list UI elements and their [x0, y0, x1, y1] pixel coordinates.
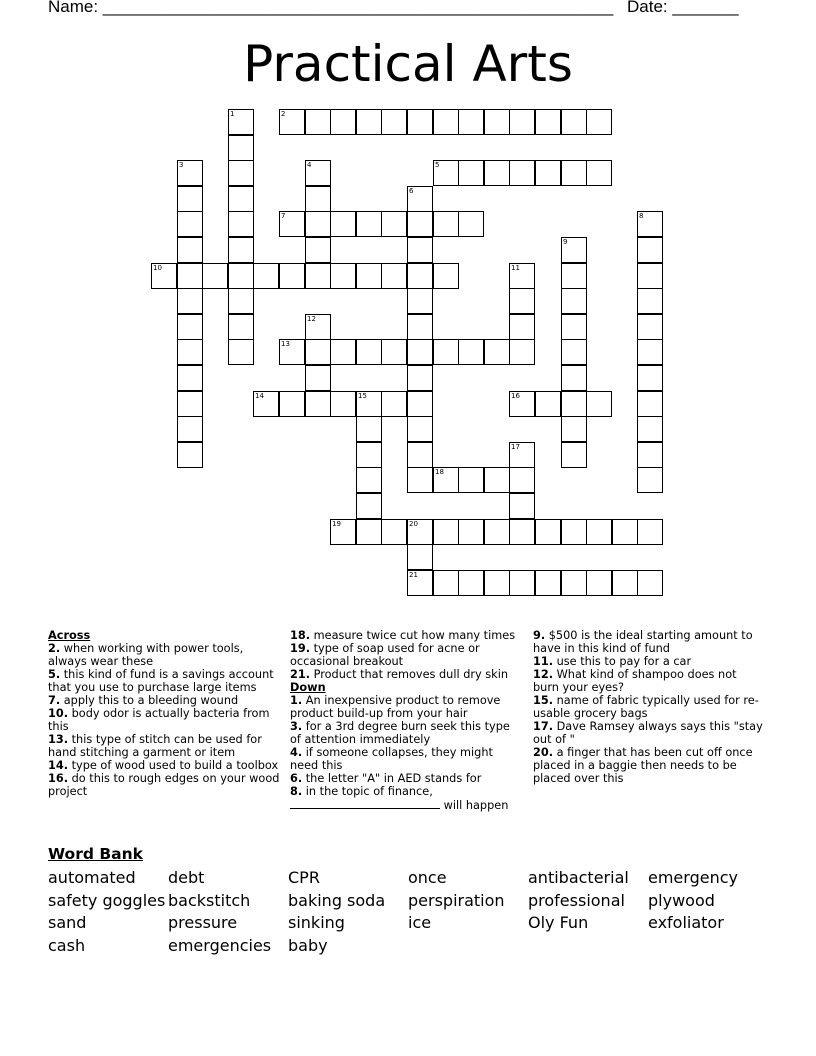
clue-text: this kind of fund is a savings account that you use to purchase large items [48, 668, 274, 694]
clue-text: What kind of shampoo does not burn your eyes? [533, 668, 737, 694]
grid-cell[interactable] [177, 211, 203, 237]
grid-cell[interactable] [484, 467, 510, 493]
word-bank-word: antibacterial [528, 868, 629, 887]
clue-number: 16 [511, 392, 520, 400]
clue-number-label: 18. [290, 629, 311, 642]
grid-cell[interactable] [407, 237, 433, 263]
down-clue [533, 629, 763, 655]
grid-cell[interactable] [637, 263, 663, 289]
clue-text: type of soap used for acne or occasional breakout [290, 642, 480, 668]
clue-number: 10 [153, 264, 162, 272]
word-bank-word: emergency [648, 868, 738, 887]
grid-cell[interactable] [177, 339, 203, 365]
grid-cell[interactable] [509, 288, 535, 314]
clue-number: 6 [409, 187, 414, 195]
grid-cell[interactable] [305, 263, 331, 289]
clue-text: do this to rough edges on your wood project [48, 772, 280, 798]
grid-cell[interactable] [458, 109, 484, 135]
grid-cell[interactable] [407, 391, 433, 417]
clue-number-label: 12. [533, 668, 554, 681]
down-clue [290, 694, 522, 720]
grid-cell[interactable] [586, 109, 612, 135]
grid-cell[interactable] [637, 365, 663, 391]
word-bank-word: exfoliator [648, 913, 724, 932]
grid-cell[interactable] [407, 288, 433, 314]
across-clue [290, 668, 522, 681]
clue-number: 4 [307, 161, 312, 169]
grid-cell[interactable] [305, 109, 331, 135]
page-title: Practical Arts [243, 35, 573, 93]
grid-cell[interactable] [637, 339, 663, 365]
grid-cell[interactable] [330, 109, 356, 135]
grid-cell[interactable] [586, 519, 612, 545]
word-bank-word: baking soda [288, 890, 386, 910]
grid-cell[interactable] [330, 391, 356, 417]
grid-cell[interactable] [561, 160, 587, 186]
clue-text: apply this to a bleeding wound [63, 694, 239, 707]
grid-cell[interactable] [484, 339, 510, 365]
grid-cell[interactable] [509, 467, 535, 493]
grid-cell[interactable] [356, 467, 382, 493]
word-bank-word: sand [48, 913, 87, 932]
word-bank-word: pressure [168, 913, 238, 932]
across-clues-part-1 [48, 642, 283, 798]
down-clue [290, 772, 522, 785]
grid-cell[interactable] [228, 160, 254, 186]
clue-number-label: 20. [533, 746, 554, 759]
grid-cell[interactable] [407, 211, 433, 237]
clues-column-2 [290, 629, 522, 812]
grid-cell[interactable] [561, 263, 587, 289]
word-bank-word: ice [408, 913, 432, 932]
word-bank-word: CPR [288, 868, 320, 887]
across-clues-part-2 [290, 629, 522, 681]
clue-number: 11 [511, 264, 520, 272]
down-clue [533, 694, 763, 720]
grid-cell[interactable] [535, 519, 561, 545]
grid-cell[interactable] [561, 416, 587, 442]
down-clue [533, 655, 763, 668]
grid-cell[interactable] [637, 237, 663, 263]
clue-text: if someone collapses, they might need this [290, 746, 493, 772]
clue-number: 8 [639, 212, 644, 220]
across-clue [48, 759, 283, 772]
clue-text: this type of stitch can be used for hand stitching a garment or item [48, 733, 262, 759]
grid-cell[interactable] [177, 237, 203, 263]
word-bank-word: professional [528, 890, 625, 910]
grid-cell[interactable] [612, 519, 638, 545]
grid-cell[interactable] [228, 211, 254, 237]
grid-cell[interactable] [356, 339, 382, 365]
grid-cell[interactable] [561, 365, 587, 391]
word-bank-word: plywood [648, 890, 715, 910]
answer-blank [290, 798, 440, 809]
word-bank-word: automated [48, 868, 136, 887]
grid-cell[interactable] [561, 442, 587, 468]
grid-cell[interactable] [381, 339, 407, 365]
grid-cell[interactable] [305, 211, 331, 237]
grid-cell[interactable] [637, 442, 663, 468]
grid-cell[interactable] [509, 570, 535, 596]
clue-number-label: 17. [533, 720, 554, 733]
grid-cell[interactable] [305, 339, 331, 365]
grid-cell[interactable] [637, 314, 663, 340]
grid-cell[interactable] [407, 442, 433, 468]
clue-number-label: 3. [290, 720, 303, 733]
down-clue [290, 720, 522, 746]
across-clue [48, 668, 283, 694]
across-heading: Across [48, 629, 91, 642]
clue-number-label: 21. [290, 668, 311, 681]
clue-text: measure twice cut how many times [313, 629, 516, 642]
clue-number-label: 1. [290, 694, 303, 707]
grid-cell[interactable] [228, 263, 254, 289]
clue-number: 9 [563, 238, 568, 246]
clue-number-label: 2. [48, 642, 61, 655]
clue-text: for a 3rd degree burn seek this type of attention immediately [290, 720, 510, 746]
grid-cell[interactable] [433, 211, 459, 237]
grid-cell[interactable] [433, 570, 459, 596]
grid-cell[interactable] [561, 391, 587, 417]
clue-number-label: 5. [48, 668, 61, 681]
grid-cell[interactable] [177, 442, 203, 468]
clue-number: 5 [435, 161, 440, 169]
grid-cell[interactable] [356, 109, 382, 135]
grid-cell[interactable] [612, 570, 638, 596]
grid-cell[interactable] [228, 314, 254, 340]
clue-text: the letter "A" in AED stands for [305, 772, 482, 785]
grid-cell[interactable] [458, 211, 484, 237]
name-field[interactable]: Name: ______________________________________________________ [48, 0, 614, 16]
across-clue [48, 707, 283, 733]
grid-cell[interactable] [637, 416, 663, 442]
grid-cell[interactable] [356, 416, 382, 442]
grid-cell[interactable] [535, 109, 561, 135]
grid-cell[interactable] [535, 570, 561, 596]
grid-cell[interactable] [407, 263, 433, 289]
across-clue [48, 733, 283, 759]
grid-cell[interactable] [356, 211, 382, 237]
grid-cell[interactable] [433, 339, 459, 365]
grid-cell[interactable] [509, 339, 535, 365]
clue-text: when working with power tools, always wear these [48, 642, 244, 668]
grid-cell[interactable] [535, 160, 561, 186]
grid-cell[interactable] [586, 391, 612, 417]
down-clue [533, 746, 763, 785]
grid-cell[interactable] [407, 365, 433, 391]
grid-cell[interactable] [458, 467, 484, 493]
grid-cell[interactable] [484, 519, 510, 545]
clue-text: a finger that has been cut off once placed in a baggie then needs to be placed over this [533, 746, 753, 785]
clue-number-label: 19. [290, 642, 311, 655]
clues-column-1 [48, 629, 283, 798]
grid-cell[interactable] [407, 339, 433, 365]
grid-cell[interactable] [356, 263, 382, 289]
grid-cell[interactable] [305, 237, 331, 263]
across-clue [48, 694, 283, 707]
grid-cell[interactable] [177, 416, 203, 442]
clue-number-label: 16. [48, 772, 69, 785]
grid-cell[interactable] [484, 109, 510, 135]
grid-cell[interactable] [177, 263, 203, 289]
grid-cell[interactable] [381, 519, 407, 545]
clues-column-3 [533, 629, 763, 785]
grid-cell[interactable] [484, 160, 510, 186]
grid-cell[interactable] [177, 288, 203, 314]
grid-cell[interactable] [433, 109, 459, 135]
across-clue [48, 642, 283, 668]
grid-cell[interactable] [356, 493, 382, 519]
grid-cell[interactable] [228, 288, 254, 314]
clue-number-label: 6. [290, 772, 303, 785]
word-bank-word: perspiration [408, 890, 505, 910]
grid-cell[interactable] [458, 160, 484, 186]
clue-number: 18 [435, 468, 444, 476]
clue-number-label: 9. [533, 629, 546, 642]
grid-cell[interactable] [509, 519, 535, 545]
grid-cell[interactable] [330, 211, 356, 237]
clue-number-label: 14. [48, 759, 69, 772]
grid-cell[interactable] [407, 109, 433, 135]
grid-cell[interactable] [228, 186, 254, 212]
down-clues-part-1 [290, 694, 522, 812]
grid-cell[interactable] [561, 314, 587, 340]
grid-cell[interactable] [381, 263, 407, 289]
down-clue [290, 746, 522, 772]
grid-cell[interactable] [407, 467, 433, 493]
clue-text: An inexpensive product to remove product build-up from your hair [290, 694, 501, 720]
word-bank-word: debt [168, 868, 205, 887]
grid-cell[interactable] [586, 160, 612, 186]
grid-cell[interactable] [561, 570, 587, 596]
grid-cell[interactable] [637, 570, 663, 596]
clue-number: 15 [358, 392, 367, 400]
grid-cell[interactable] [177, 314, 203, 340]
word-bank-title: Word Bank [48, 845, 143, 863]
clue-text: use this to pay for a car [556, 655, 692, 668]
grid-cell[interactable] [407, 314, 433, 340]
clue-text: name of fabric typically used for re-usable grocery bags [533, 694, 759, 720]
clue-number: 2 [281, 110, 286, 118]
clue-number-label: 7. [48, 694, 61, 707]
date-field[interactable]: Date: _______ [627, 0, 739, 16]
clue-number-label: 11. [533, 655, 554, 668]
grid-cell[interactable] [535, 391, 561, 417]
grid-cell[interactable] [253, 263, 279, 289]
grid-cell[interactable] [561, 109, 587, 135]
clue-number: 17 [511, 443, 520, 451]
clue-number: 7 [281, 212, 286, 220]
clue-tail: will happen [443, 799, 509, 812]
clue-number-label: 13. [48, 733, 69, 746]
grid-cell[interactable] [637, 288, 663, 314]
grid-cell[interactable] [561, 288, 587, 314]
grid-cell[interactable] [484, 570, 510, 596]
grid-cell[interactable] [356, 442, 382, 468]
grid-cell[interactable] [279, 391, 305, 417]
grid-cell[interactable] [381, 211, 407, 237]
word-bank-word: baby [288, 935, 328, 955]
grid-cell[interactable] [637, 467, 663, 493]
grid-cell[interactable] [177, 391, 203, 417]
grid-cell[interactable] [177, 365, 203, 391]
grid-cell[interactable] [407, 416, 433, 442]
clue-number: 14 [255, 392, 264, 400]
clue-number-label: 10. [48, 707, 69, 720]
word-bank-word: cash [48, 935, 86, 955]
grid-cell[interactable] [305, 365, 331, 391]
grid-cell[interactable] [381, 391, 407, 417]
clue-number-label: 8. [290, 785, 303, 798]
clue-text: type of wood used to build a toolbox [71, 759, 279, 772]
clue-text: Product that removes dull dry skin [313, 668, 509, 681]
down-clue [533, 668, 763, 694]
down-clues-part-2 [533, 629, 763, 785]
grid-cell[interactable] [407, 544, 433, 570]
grid-cell[interactable] [509, 109, 535, 135]
across-clue [290, 642, 522, 668]
grid-cell[interactable] [305, 186, 331, 212]
word-bank-word: backstitch [168, 890, 251, 910]
clue-number: 19 [332, 520, 341, 528]
clue-number: 21 [409, 571, 418, 579]
clue-number: 3 [179, 161, 184, 169]
clue-number-label: 15. [533, 694, 554, 707]
across-clue [48, 772, 283, 798]
grid-cell[interactable] [177, 186, 203, 212]
grid-cell[interactable] [330, 263, 356, 289]
down-clue [533, 720, 763, 746]
grid-cell[interactable] [509, 314, 535, 340]
clue-number: 12 [307, 315, 316, 323]
grid-cell[interactable] [561, 519, 587, 545]
grid-cell[interactable] [202, 263, 228, 289]
word-bank-word: emergencies [168, 935, 272, 955]
grid-cell[interactable] [305, 391, 331, 417]
clue-number-label: 4. [290, 746, 303, 759]
grid-cell[interactable] [637, 519, 663, 545]
grid-cell[interactable] [228, 135, 254, 161]
clue-text: in the topic of finance, [305, 785, 433, 798]
grid-cell[interactable] [458, 519, 484, 545]
word-bank-word: safety goggles [48, 890, 166, 910]
grid-cell[interactable] [586, 570, 612, 596]
grid-cell[interactable] [356, 519, 382, 545]
down-clue [290, 785, 522, 812]
word-bank-word: sinking [288, 913, 345, 932]
grid-cell[interactable] [509, 493, 535, 519]
grid-cell[interactable] [330, 339, 356, 365]
grid-cell[interactable] [458, 570, 484, 596]
grid-cell[interactable] [228, 237, 254, 263]
clue-text: Dave Ramsey always says this "stay out of " [533, 720, 763, 746]
grid-cell[interactable] [279, 263, 305, 289]
clue-text: body odor is actually bacteria from this [48, 707, 270, 733]
clue-number: 1 [230, 110, 235, 118]
grid-cell[interactable] [561, 339, 587, 365]
grid-cell[interactable] [433, 263, 459, 289]
down-heading: Down [290, 681, 326, 694]
word-bank-word: once [408, 868, 447, 887]
clue-text: $500 is the ideal starting amount to have in this kind of fund [533, 629, 753, 655]
grid-cell[interactable] [509, 160, 535, 186]
clue-number: 20 [409, 520, 418, 528]
across-clue [290, 629, 522, 642]
grid-cell[interactable] [228, 339, 254, 365]
grid-cell[interactable] [458, 339, 484, 365]
clue-number: 13 [281, 340, 290, 348]
grid-cell[interactable] [381, 109, 407, 135]
grid-cell[interactable] [637, 391, 663, 417]
grid-cell[interactable] [433, 519, 459, 545]
word-bank-word: Oly Fun [528, 913, 589, 932]
